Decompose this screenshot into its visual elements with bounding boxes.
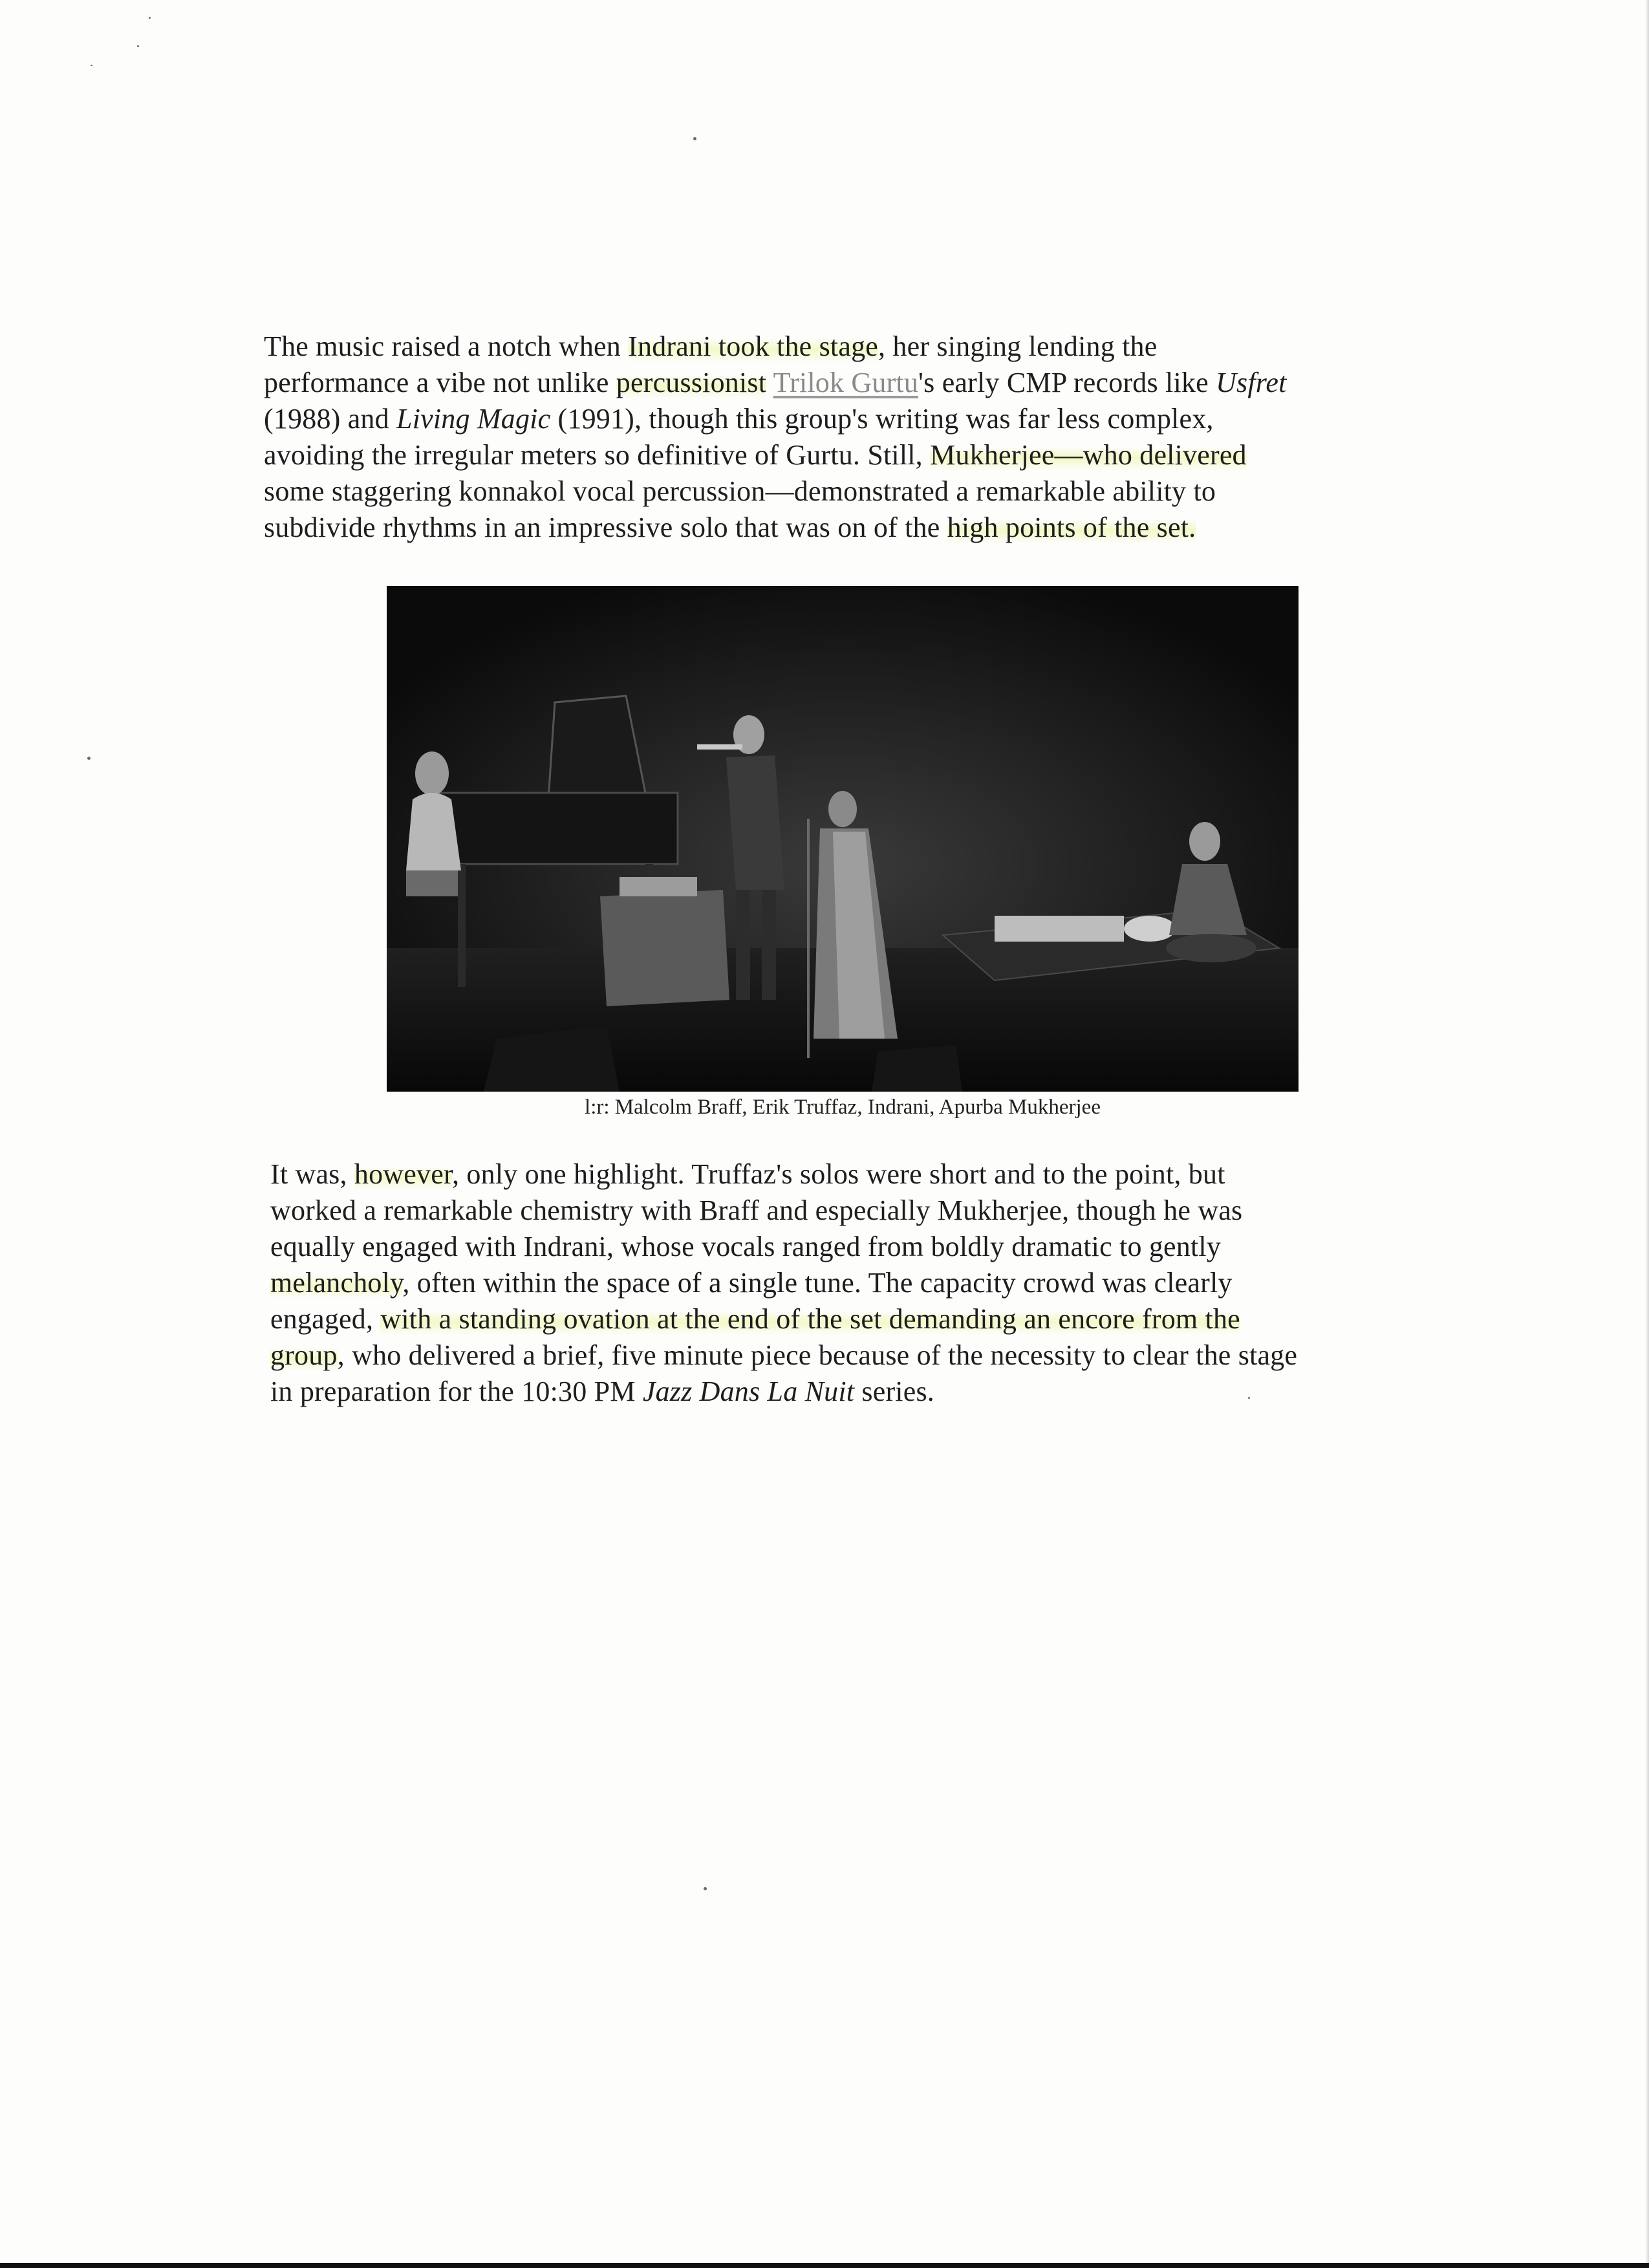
text-run: It was, [270,1158,354,1190]
text-run: avoiding the irregular meters so definitive of Gurtu. Still, [264,439,931,471]
highlighted-text: with a standing ovation at the end of the set demanding an encore from the [380,1303,1240,1335]
paragraph-1 [264,329,1441,546]
paragraph-2-line-5 [270,1301,1447,1337]
highlighted-text: percussionist [616,367,767,398]
scan-speck [704,1887,707,1890]
highlighted-text: Indrani took the stage [628,330,878,362]
text-run: performance a vibe not unlike [264,367,616,398]
trilok-gurtu-link[interactable]: Trilok Gurtu [773,367,919,398]
scan-speck [91,65,92,66]
highlighted-text: however [354,1158,453,1190]
text-run: (1991), though this group's writing was far less complex, [550,403,1214,435]
text-run: , who delivered a brief, five minute piece because of the necessity to clear the stage [337,1339,1298,1371]
scan-edge-shadow [1645,0,1649,2268]
scan-speck [137,45,139,47]
scan-speck [693,137,696,140]
paragraph-2 [270,1156,1447,1410]
album-title-living-magic: Living Magic [396,403,551,435]
scan-bottom-border [0,2263,1649,2268]
album-title-usfret: Usfret [1216,367,1287,398]
text-run: subdivide rhythms in an impressive solo that was on of the [264,512,947,543]
text-run: series. [854,1376,934,1407]
text-run: (1988) and [264,403,397,435]
paragraph-2-line-6 [270,1337,1447,1374]
draped-table [600,877,729,1006]
highlighted-text: melancholy [270,1267,403,1299]
highlighted-text: group [270,1339,338,1371]
text-run: , her singing lending the [878,330,1158,362]
paragraph-1-line-2 [264,365,1441,401]
scan-speck [149,17,151,19]
paragraph-2-line-2: worked a remarkable chemistry with Braff and especially Mukherjee, though he was [270,1194,1243,1226]
highlighted-text: high points of the set. [947,512,1196,543]
text-run: , only one highlight. Truffaz's solos were short and to the point, but [452,1158,1225,1190]
text-run: 's early CMP records like [918,367,1216,398]
paragraph-2-line-1 [270,1156,1447,1193]
paragraph-2-line-3: equally engaged with Indrani, whose vocals ranged from boldly dramatic to gently [270,1231,1222,1262]
concert-photo [387,586,1299,1092]
paragraph-1-line-5: some staggering konnakol vocal percussion—demonstrated a remarkable ability to [264,475,1216,507]
text-run: engaged, [270,1303,381,1335]
concert-photo-illustration [387,586,1299,1092]
text-run [766,367,773,398]
highlighted-text: Mukherjee—who delivered [930,439,1247,471]
photo-caption: l:r: Malcolm Braff, Erik Truffaz, Indrani, Apurba Mukherjee [585,1096,1101,1119]
text-run: The music raised a notch when [264,330,629,362]
text-run: , often within the space of a single tune. The capacity crowd was clearly [402,1267,1233,1299]
series-title: Jazz Dans La Nuit [642,1376,855,1407]
text-run: in preparation for the 10:30 PM [270,1376,643,1407]
paragraph-1-line-1 [264,329,1441,365]
scan-speck [87,757,91,760]
paragraph-1-line-3 [264,401,1441,437]
paragraph-1-line-6 [264,510,1441,546]
paragraph-1-line-4 [264,437,1441,473]
paragraph-2-line-7 [270,1374,1447,1410]
paragraph-2-line-4 [270,1265,1447,1301]
